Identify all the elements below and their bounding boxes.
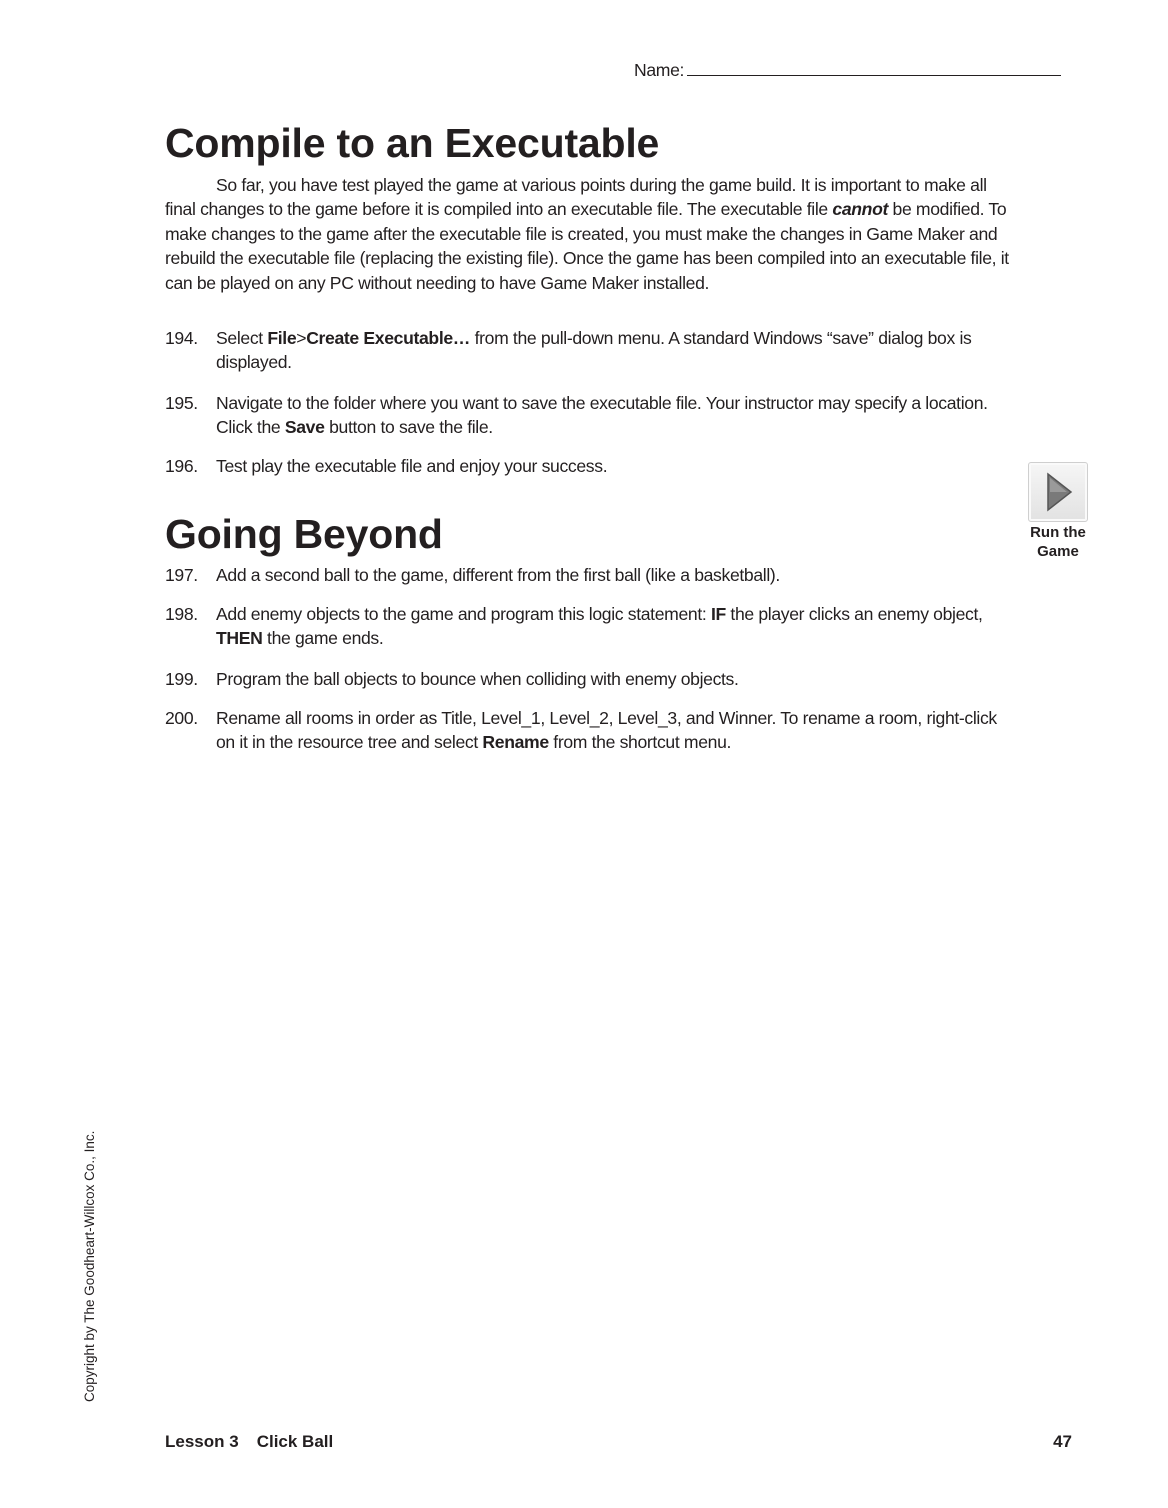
step-number: 198. (165, 604, 198, 624)
step-text: the player clicks an enemy object, (725, 604, 983, 624)
step-text: , and (676, 708, 719, 728)
intro-paragraph (165, 173, 1015, 295)
step-196 (165, 454, 1015, 478)
step-197 (165, 563, 1015, 587)
name-field (634, 58, 1061, 82)
name-label: Name: (634, 60, 685, 80)
play-icon (1029, 463, 1087, 521)
menu-file: File (267, 328, 297, 348)
step-number: 200. (165, 708, 198, 728)
section-title-going-beyond: Going Beyond (165, 511, 443, 557)
step-text: Add enemy objects to the game and program this logic statement: (216, 604, 711, 624)
intro-text-cont: be modified. To make changes to the game after the executable file is created, you must make the changes in Game Maker and rebuild the executable file (replacing the existing file). Once the game has been compiled into an executable file, it can be played on any PC without needing to have Game Maker installed. (165, 199, 1009, 293)
step-number: 194. (165, 328, 198, 348)
emphasis-cannot: cannot (832, 199, 888, 220)
lesson-number: Lesson 3 (165, 1432, 239, 1451)
step-number: 196. (165, 456, 198, 476)
step-text: . To rename a room, right-click on it in the resource tree and select (216, 708, 997, 753)
step-number: 199. (165, 669, 198, 689)
save-button-ref: Save (284, 417, 325, 438)
step-text: , (472, 708, 482, 728)
step-194 (165, 326, 1015, 375)
step-text: Navigate to the folder where you want to save the executable file. Your instructor may specify a location. Click the (216, 393, 988, 438)
step-text: , (608, 708, 618, 728)
run-the-game-label (1012, 523, 1104, 561)
lesson-title: Click Ball (256, 1432, 334, 1451)
step-text: Add a second ball to the game, different from the first ball (like a basketball). (216, 565, 780, 585)
run-label-line2: Game (1037, 543, 1079, 560)
step-text: , (540, 708, 550, 728)
section-title-compile: Compile to an Executable (165, 120, 660, 166)
step-text: button to save the file. (324, 417, 493, 438)
menu-create-executable: Create Executable… (306, 328, 471, 348)
footer-lesson (165, 1432, 333, 1452)
step-199 (165, 667, 1015, 691)
keyword-if: IF (710, 604, 726, 624)
room-name: Title (441, 708, 473, 728)
room-name: Level_2 (549, 708, 609, 728)
step-text: Rename all rooms in order as (216, 708, 442, 728)
name-blank-line (687, 61, 1061, 76)
copyright-notice: Copyright by The Goodheart-Willcox Co., Inc. (82, 1130, 97, 1402)
keyword-then: THEN (216, 628, 263, 649)
step-text: Test play the executable file and enjoy your success. (216, 456, 608, 476)
room-name: Level_3 (617, 708, 677, 728)
run-the-game-button (1028, 462, 1088, 522)
step-198 (165, 602, 1015, 651)
run-label-line1: Run the (1030, 524, 1086, 541)
step-text: the game ends. (262, 628, 384, 649)
step-text: Select (216, 328, 268, 348)
menu-rename: Rename (482, 732, 549, 753)
step-text: Program the ball objects to bounce when colliding with enemy objects. (216, 669, 739, 689)
intro-text: So far, you have test played the game at various points during the game build. It is important to make all final changes to the game before it is compiled into an executable file. The executable file (165, 175, 987, 220)
step-200 (165, 706, 1015, 755)
room-name: Winner (718, 708, 772, 728)
room-name: Level_1 (481, 708, 541, 728)
menu-separator: > (296, 328, 307, 348)
step-text: from the pull-down menu. A standard Windows “save” dialog box is displayed. (216, 328, 972, 373)
page-number: 47 (1053, 1432, 1072, 1451)
step-number: 195. (165, 393, 198, 413)
step-number: 197. (165, 565, 198, 585)
step-text: from the shortcut menu. (548, 732, 732, 753)
step-195 (165, 391, 1015, 440)
